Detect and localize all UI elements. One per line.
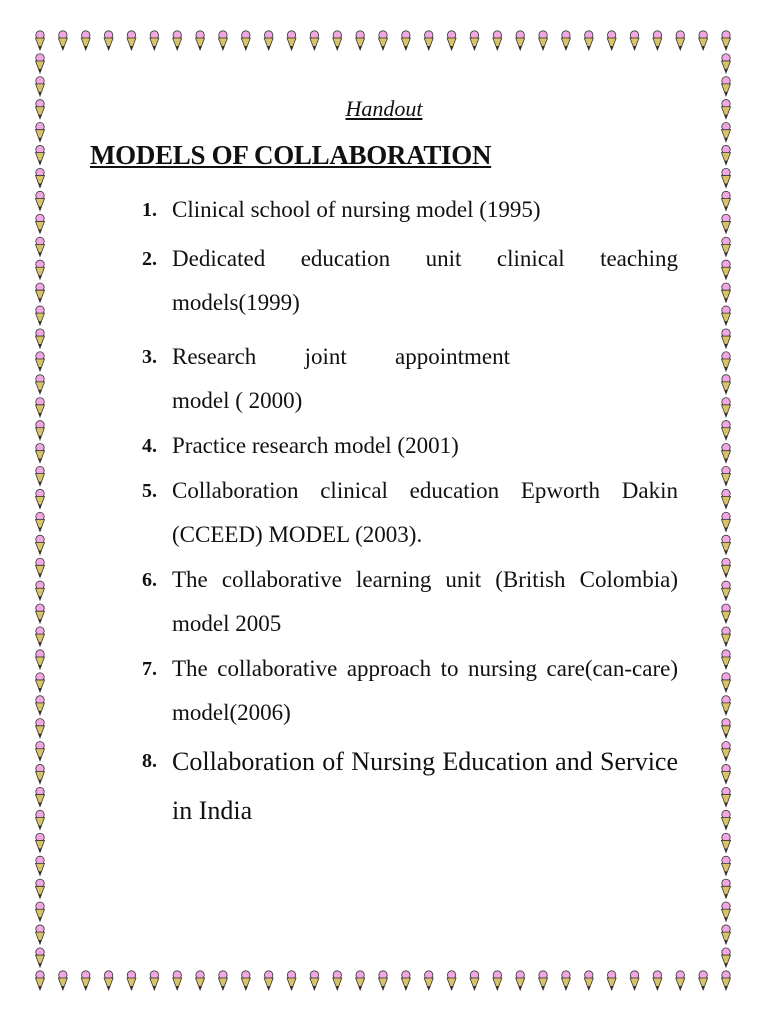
list-number: 4. (142, 435, 157, 457)
list-text: The collaborative approach to nursing care(can-care) model(2006) (172, 656, 678, 725)
list-number: 2. (142, 248, 157, 270)
list-number: 7. (142, 658, 157, 680)
list-item-5 (142, 469, 678, 557)
list-item-1 (142, 188, 678, 232)
list-text: Practice research model (2001) (172, 433, 459, 458)
list-item-6 (142, 558, 678, 646)
list-text: Collaboration of Nursing Education and Service in India (172, 747, 678, 825)
list-item-7 (142, 647, 678, 735)
list-number: 5. (142, 480, 157, 502)
list-number: 6. (142, 569, 157, 591)
list-item-8 (142, 737, 678, 835)
list-item-4 (142, 424, 678, 468)
list-number: 1. (142, 199, 157, 221)
page-title: MODELS OF COLLABORATION (90, 140, 492, 170)
list-item-2 (142, 237, 678, 325)
list-number: 8. (142, 750, 157, 772)
list-text: The collaborative learning unit (British Colombia) model 2005 (172, 567, 678, 636)
list-text: Clinical school of nursing model (1995) (172, 197, 541, 222)
handout-label: Handout (345, 96, 423, 121)
list-number: 3. (142, 346, 157, 368)
list-text-line-1: Research joint appointment (172, 344, 510, 369)
list-text: Dedicated education unit clinical teaching models(1999) (172, 246, 678, 315)
list-text: Collaboration clinical education Epworth Dakin (CCEED) MODEL (2003). (172, 478, 678, 547)
list-text-line-2: model ( 2000) (172, 388, 303, 413)
list-item-3 (142, 335, 678, 423)
